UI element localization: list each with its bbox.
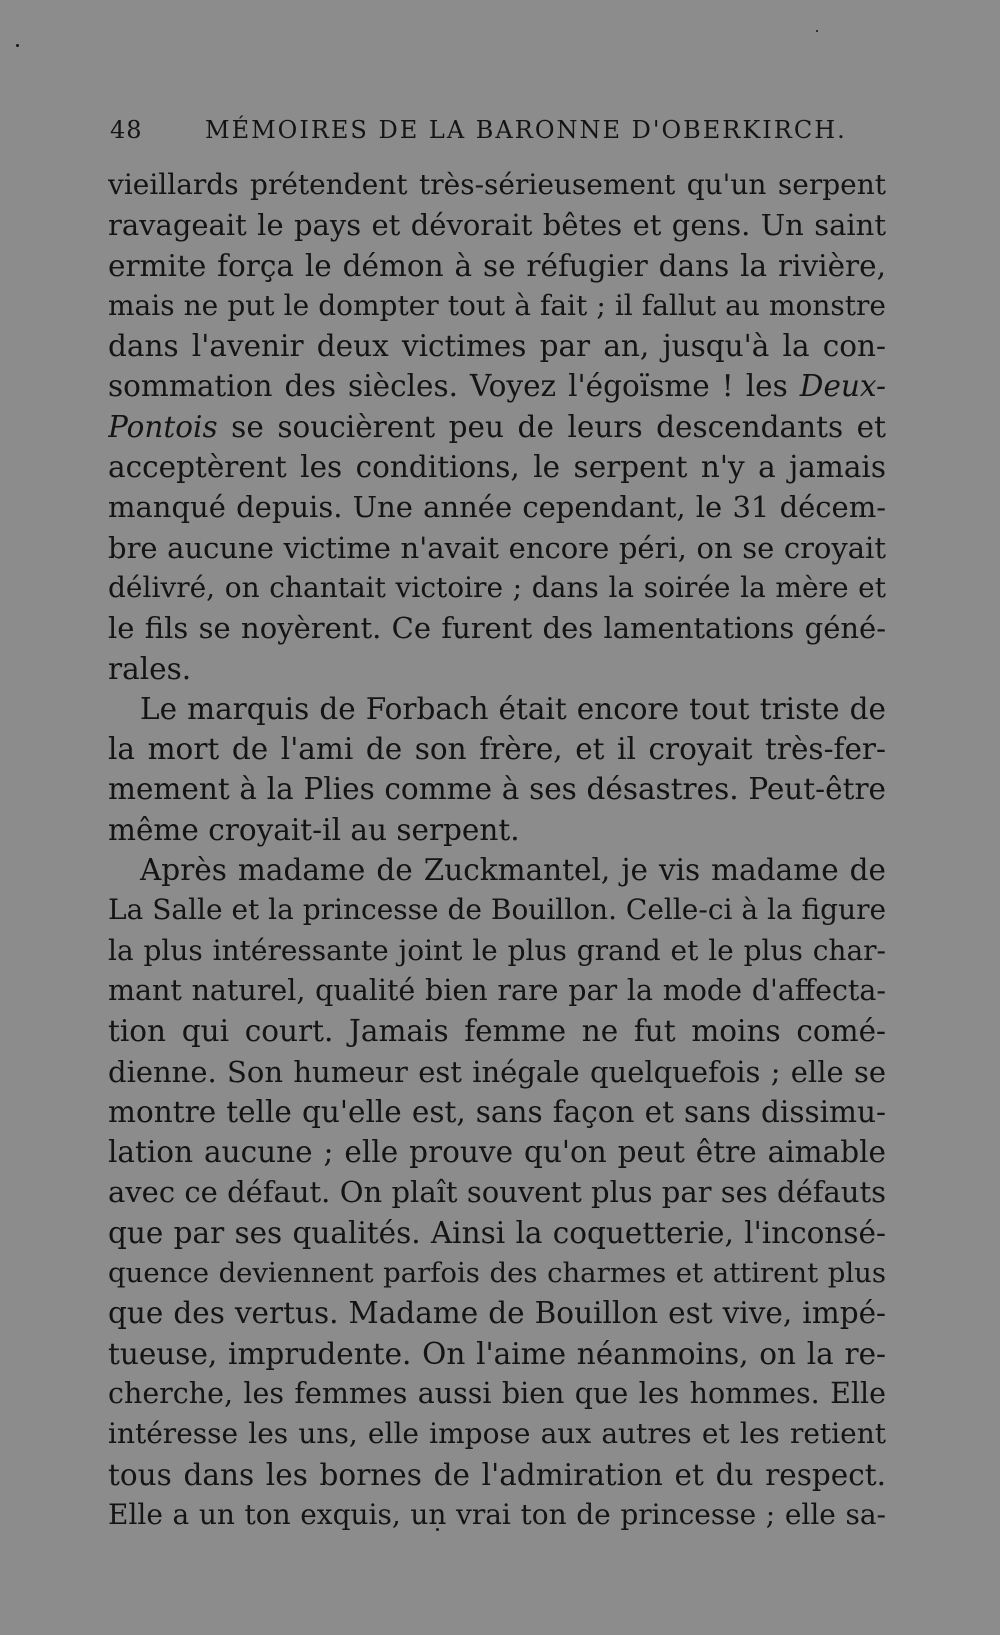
text-line: que des vertus. Madame de Bouillon est vive, impé- [108, 1296, 886, 1331]
text-line: la plus intéressante joint le plus grand et le plus char- [108, 933, 886, 967]
text-line: Le marquis de Forbach était encore tout triste de [140, 691, 886, 726]
italic-run: Deux- [799, 369, 886, 404]
text-line [108, 366, 886, 406]
text-run: sommation des siècles. Voyez l'égoïsme ! les [108, 369, 800, 404]
text-run: se soucièrent peu de leurs descendants et [217, 409, 886, 444]
text-line: La Salle et la princesse de Bouillon. Celle-ci à la figure [108, 893, 886, 927]
running-title: MÉMOIRES DE LA BARONNE D'OBERKIRCH. [205, 116, 847, 144]
paper-speck [16, 44, 19, 47]
italic-run: Pontois [108, 409, 218, 444]
text-line: montre telle qu'elle est, sans façon et sans dissimu- [108, 1094, 886, 1129]
text-line: délivré, on chantait victoire ; dans la soirée la mère et [108, 570, 886, 604]
text-line: avec ce défaut. On plaît souvent plus par ses défauts [108, 1175, 886, 1210]
text-line: le fils se noyèrent. Ce furent des lamentations géné- [108, 611, 886, 646]
text-line: mement à la Plies comme à ses désastres. Peut-être [108, 772, 886, 807]
text-line: tion qui court. Jamais femme ne fut moins comé- [108, 1014, 886, 1049]
body-text [108, 165, 886, 1535]
text-line: ravageait le pays et dévorait bêtes et gens. Un saint [108, 208, 886, 243]
text-line: ermite força le démon à se réfugier dans la rivière, [108, 248, 886, 283]
text-line: même croyait-il au serpent. [108, 812, 520, 847]
text-line [108, 407, 886, 447]
text-line: tous dans les bornes de l'admiration et du respect. [108, 1457, 886, 1492]
page-number: 48 [110, 116, 143, 144]
text-line: Elle a un ton exquis, un vrai ton de princesse ; elle sa- [108, 1497, 886, 1531]
page-header [110, 116, 890, 150]
text-line: Après madame de Zuckmantel, je vis madame de [140, 853, 886, 888]
text-line: cherche, les femmes aussi bien que les hommes. Elle [108, 1376, 886, 1410]
text-line: bre aucune victime n'avait encore péri, on se croyait [108, 530, 886, 565]
text-line: quence deviennent parfois des charmes et attirent plus [108, 1257, 886, 1290]
text-line: acceptèrent les conditions, le serpent n'y a jamais [108, 450, 886, 485]
text-line: mais ne put le dompter tout à fait ; il fallut au monstre [108, 288, 886, 322]
text-line: manqué depuis. Une année cependant, le 31 décem- [108, 490, 886, 525]
text-line: tueuse, imprudente. On l'aime néanmoins, on la re- [108, 1336, 886, 1371]
text-line: que par ses qualités. Ainsi la coquetterie, l'inconsé- [108, 1215, 886, 1250]
text-line: la mort de l'ami de son frère, et il croyait très-fer- [108, 732, 886, 767]
text-line: intéresse les uns, elle impose aux autres et les retient [108, 1417, 886, 1451]
text-line: vieillards prétendent très-sérieusement qu'un serpent [108, 168, 886, 201]
text-line: lation aucune ; elle prouve qu'on peut être aimable [108, 1135, 886, 1170]
text-line: mant naturel, qualité bien rare par la mode d'affecta- [108, 973, 886, 1007]
paper-speck [816, 30, 818, 32]
text-line: dienne. Son humeur est inégale quelquefois ; elle se [108, 1054, 886, 1089]
text-line: rales. [108, 651, 192, 686]
text-line: dans l'avenir deux victimes par an, jusqu'à la con- [108, 329, 886, 364]
